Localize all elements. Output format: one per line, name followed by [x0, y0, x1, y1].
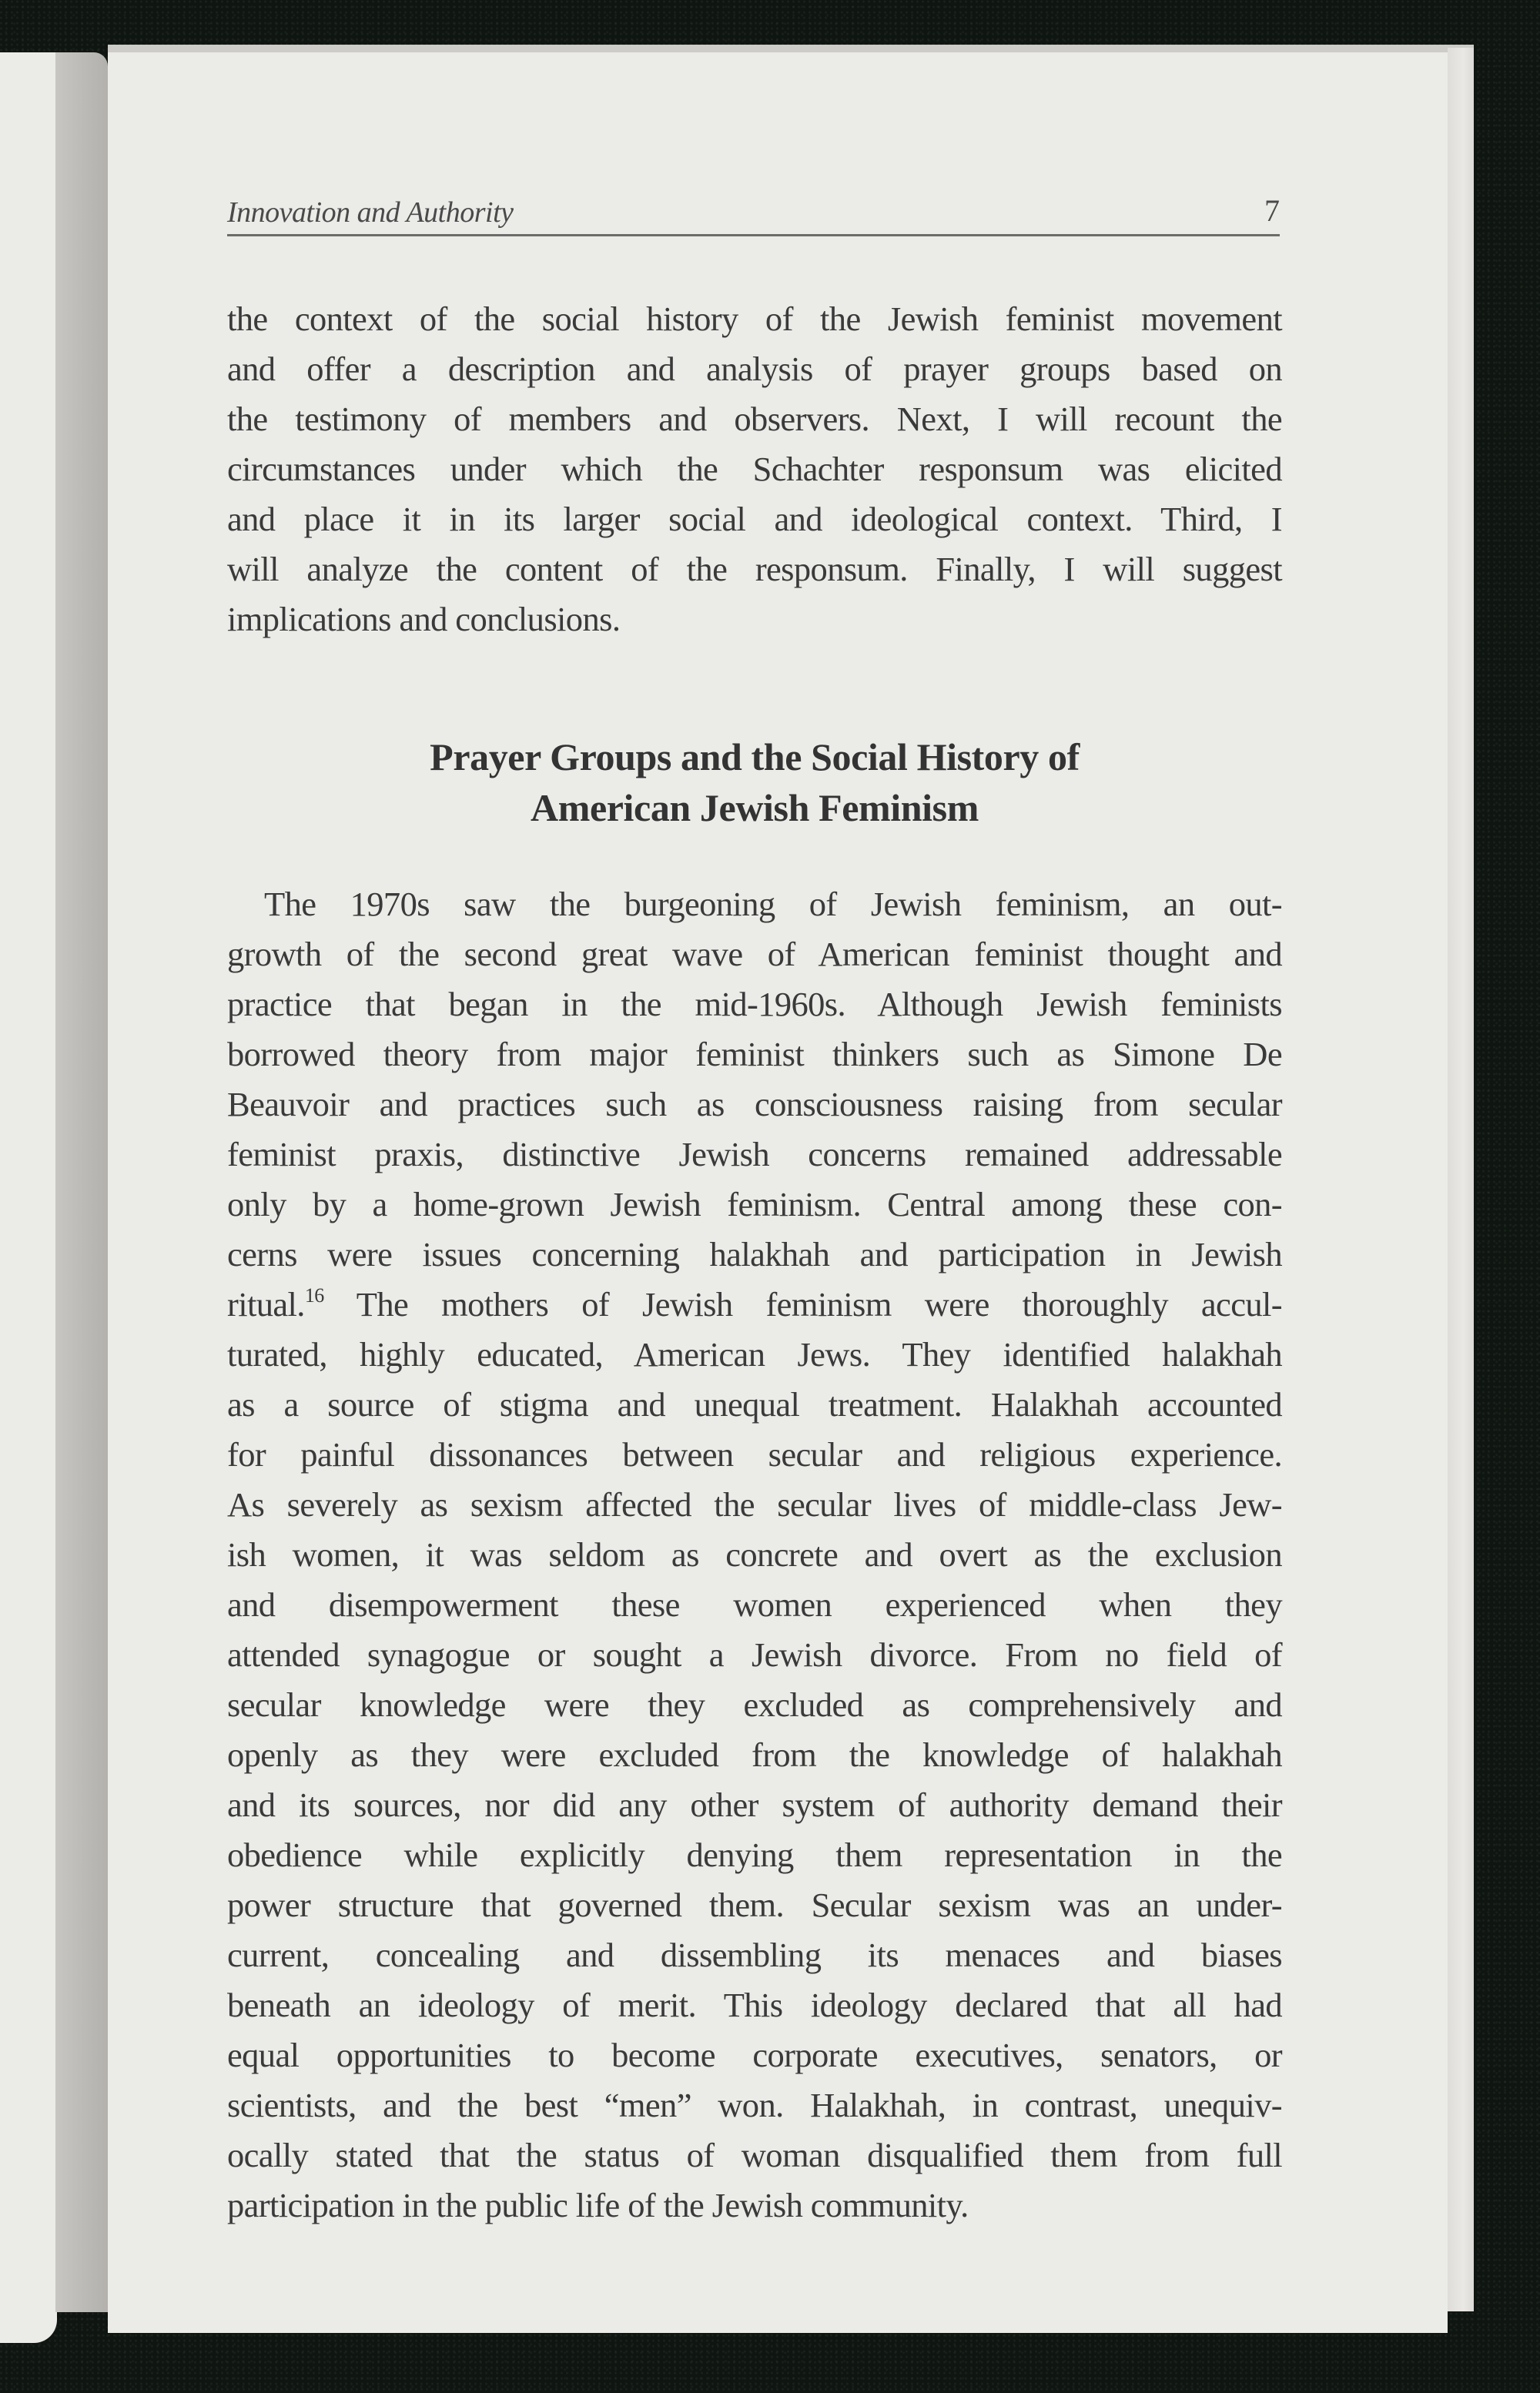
footnote-reference[interactable]: 16: [304, 1284, 324, 1307]
text-line: the testimony of members and observers. Next, I will recount the: [227, 400, 1282, 438]
text-line: borrowed theory from major feminist thinkers such as Simone De: [227, 1035, 1282, 1073]
text-line: as a source of stigma and unequal treatment. Halakhah accounted: [227, 1385, 1282, 1424]
main-paragraph: [227, 879, 1282, 2231]
text-line: circumstances under which the Schachter responsum was elicited: [227, 450, 1282, 488]
text-line: Beauvoir and practices such as consciousness raising from secular: [227, 1085, 1282, 1123]
text-line: secular knowledge were they excluded as comprehensively and: [227, 1685, 1282, 1724]
text-line: As severely as sexism affected the secular lives of middle-class Jew-: [227, 1485, 1282, 1524]
running-head-title: Innovation and Authority: [227, 196, 514, 229]
text-line: attended synagogue or sought a Jewish divorce. From no field of: [227, 1635, 1282, 1674]
text-line: ish women, it was seldom as concrete and overt as the exclusion: [227, 1535, 1282, 1574]
page-top-edge: [108, 45, 1474, 52]
text-segment: The mothers of Jewish feminism were thoroughly accul-: [356, 1285, 1282, 1324]
text-line: equal opportunities to become corporate executives, senators, or: [227, 2036, 1282, 2074]
text-line: feminist praxis, distinctive Jewish concerns remained addressable: [227, 1135, 1282, 1173]
text-line: the context of the social history of the Jewish feminist movement: [227, 300, 1282, 338]
text-segment: ritual.: [227, 1285, 305, 1324]
text-line: and place it in its larger social and ideological context. Third, I: [227, 500, 1282, 538]
text-line: power structure that governed them. Secular sexism was an under-: [227, 1886, 1282, 1924]
section-heading: [227, 731, 1282, 833]
text-line: cerns were issues concerning halakhah and participation in Jewish: [227, 1235, 1282, 1273]
text-line: participation in the public life of the Jewish community.: [227, 2186, 969, 2224]
text-line: and disempowerment these women experienced when they: [227, 1585, 1282, 1624]
section-heading-line: American Jewish Feminism: [531, 786, 979, 829]
text-line: The 1970s saw the burgeoning of Jewish feminism, an out-: [264, 885, 1282, 923]
text-line: current, concealing and dissembling its menaces and biases: [227, 1936, 1282, 1974]
page-stack-edge: [1448, 48, 1474, 2311]
text-line: growth of the second great wave of American feminist thought and: [227, 935, 1282, 973]
section-heading-line: Prayer Groups and the Social History of: [430, 735, 1080, 778]
text-line: openly as they were excluded from the knowledge of halakhah: [227, 1735, 1282, 1774]
text-line: for painful dissonances between secular and religious experience.: [227, 1435, 1282, 1474]
text-line: practice that began in the mid-1960s. Although Jewish feminists: [227, 985, 1282, 1023]
text-line: ocally stated that the status of woman disqualified them from full: [227, 2136, 1282, 2174]
text-line: scientists, and the best “men” won. Halakhah, in contrast, unequiv-: [227, 2086, 1282, 2124]
text-line: will analyze the content of the responsum. Finally, I will suggest: [227, 550, 1282, 588]
intro-paragraph: [227, 294, 1282, 644]
header-rule: [227, 234, 1280, 236]
text-line: beneath an ideology of merit. This ideology declared that all had: [227, 1986, 1282, 2024]
running-head: [227, 192, 1280, 237]
text-line-with-footnote: [227, 1280, 1282, 1330]
text-line: implications and conclusions.: [227, 600, 621, 638]
text-line: only by a home-grown Jewish feminism. Central among these con-: [227, 1185, 1282, 1223]
text-line: and its sources, nor did any other system of authority demand their: [227, 1786, 1282, 1824]
facing-page-edge: [0, 52, 57, 2343]
text-line: and offer a description and analysis of prayer groups based on: [227, 350, 1282, 388]
text-line: turated, highly educated, American Jews. They identified halakhah: [227, 1335, 1282, 1374]
book-gutter: [55, 52, 108, 2312]
page-number: 7: [1264, 193, 1280, 228]
text-line: obedience while explicitly denying them representation in the: [227, 1836, 1282, 1874]
